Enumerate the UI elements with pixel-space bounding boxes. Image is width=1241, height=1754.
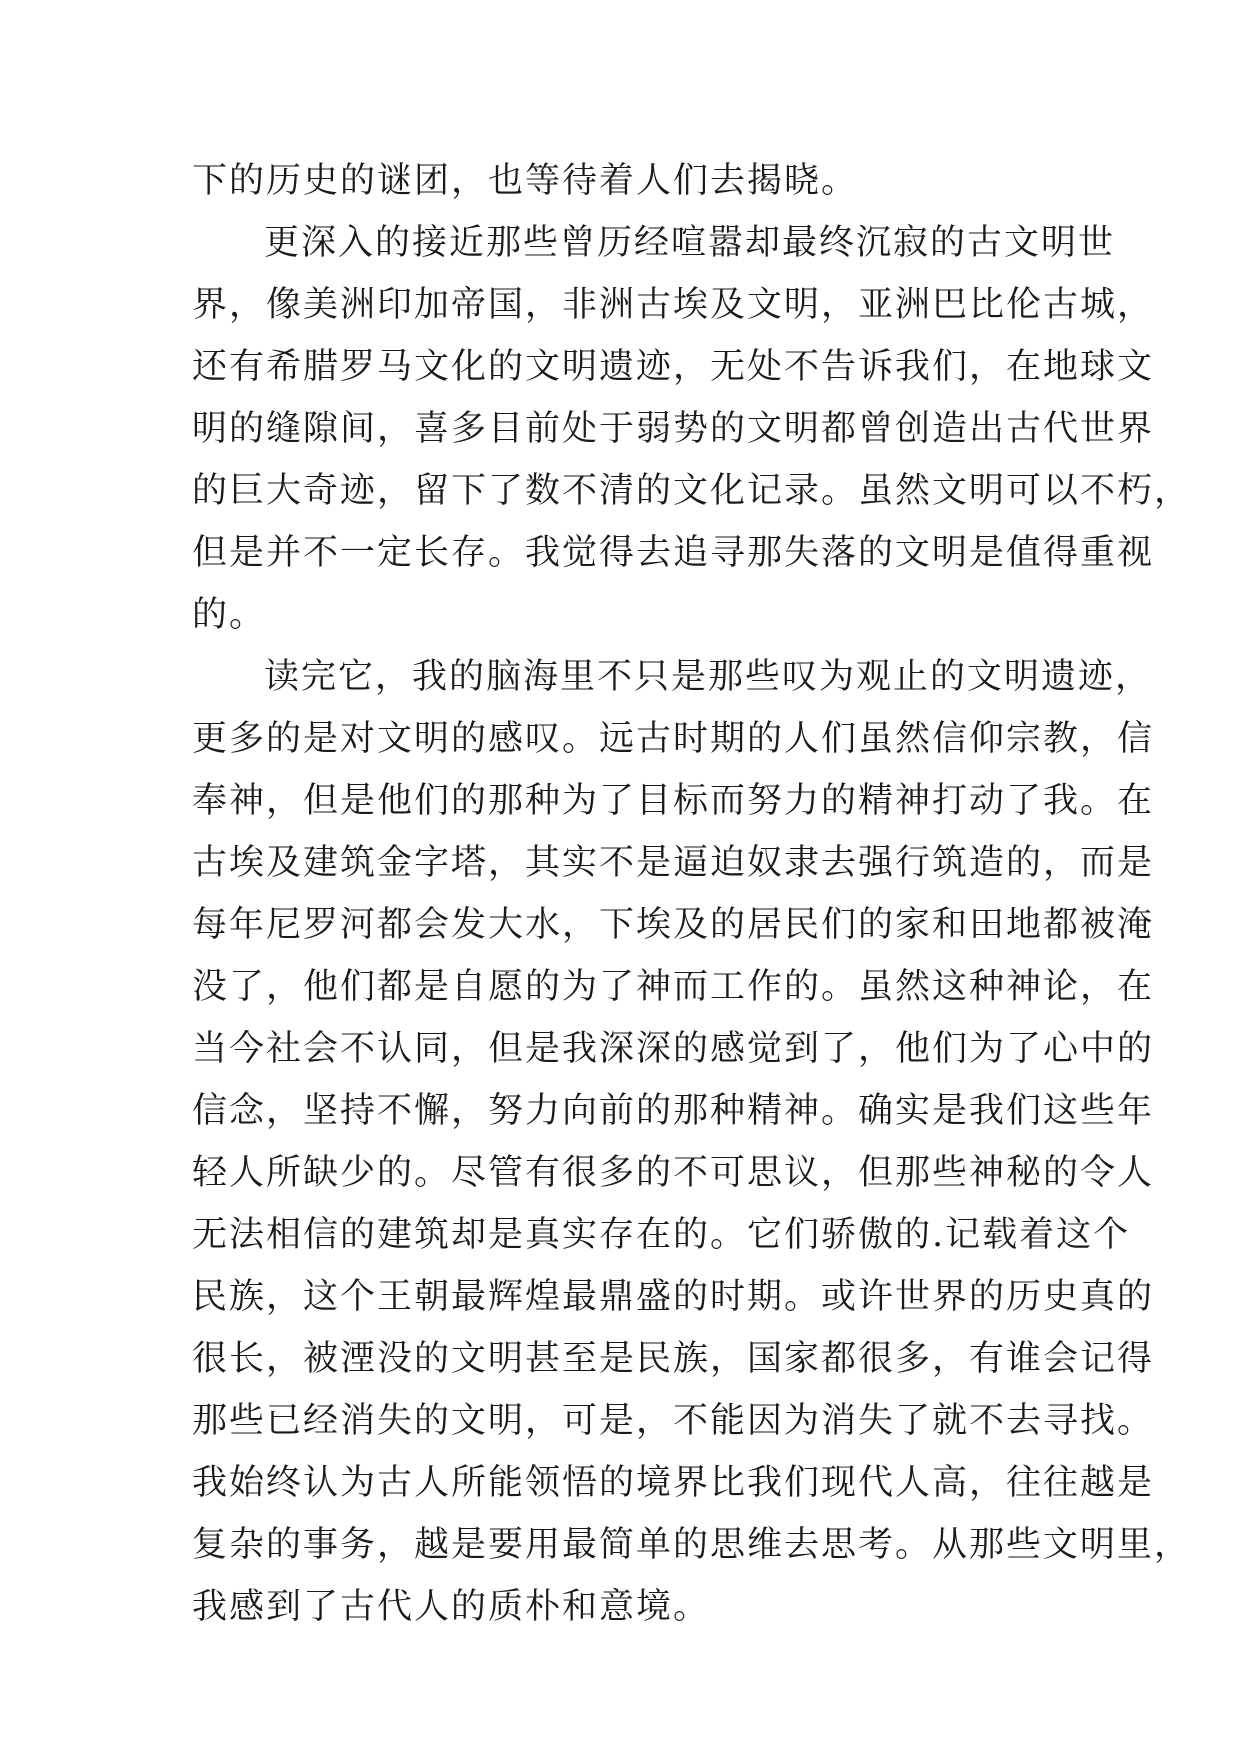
- text-line: 没了，他们都是自愿的为了神而工作的。虽然这种神论，在: [192, 967, 1155, 1007]
- paragraph: [192, 646, 1192, 1638]
- text-line: 很长，被湮没的文明甚至是民族，国家都很多，有谁会记得: [192, 1339, 1155, 1379]
- text-line: 民族，这个王朝最辉煌最鼎盛的时期。或许世界的历史真的: [192, 1277, 1155, 1317]
- text-line: 当今社会不认同，但是我深深的感觉到了，他们为了心中的: [192, 1029, 1155, 1069]
- paragraph: [192, 212, 1192, 646]
- document-body: [192, 150, 1192, 1638]
- text-line: 的巨大奇迹，留下了数不清的文化记录。虽然文明可以不朽，: [192, 471, 1192, 511]
- text-line: 那些已经消失的文明，可是，不能因为消失了就不去寻找。: [192, 1401, 1155, 1441]
- text-line: 下的历史的谜团，也等待着人们去揭晓。: [192, 161, 859, 201]
- text-line: 轻人所缺少的。尽管有很多的不可思议，但那些神秘的令人: [192, 1153, 1155, 1193]
- text-line: 更深入的接近那些曾历经喧嚣却最终沉寂的古文明世: [264, 223, 1116, 263]
- text-line: 古埃及建筑金字塔，其实不是逼迫奴隶去强行筑造的，而是: [192, 843, 1155, 883]
- text-line: 但是并不一定长存。我觉得去追寻那失落的文明是值得重视: [192, 533, 1155, 573]
- text-line: 我感到了古代人的质朴和意境。: [192, 1587, 711, 1627]
- text-line: 明的缝隙间，喜多目前处于弱势的文明都曾创造出古代世界: [192, 409, 1155, 449]
- text-line: 的。: [192, 595, 267, 635]
- text-line: 每年尼罗河都会发大水，下埃及的居民们的家和田地都被淹: [192, 905, 1155, 945]
- text-line: 还有希腊罗马文化的文明遗迹，无处不告诉我们，在地球文: [192, 347, 1155, 387]
- text-line: 无法相信的建筑却是真实存在的。它们骄傲的.记载着这个: [192, 1215, 1131, 1255]
- paragraph: [192, 150, 1072, 212]
- text-line: 更多的是对文明的感叹。远古时期的人们虽然信仰宗教，信: [192, 719, 1155, 759]
- text-line: 信念，坚持不懈，努力向前的那种精神。确实是我们这些年: [192, 1091, 1155, 1131]
- text-line: 复杂的事务，越是要用最简单的思维去思考。从那些文明里，: [192, 1525, 1192, 1565]
- text-line: 读完它，我的脑海里不只是那些叹为观止的文明遗迹，: [264, 657, 1153, 697]
- text-line: 我始终认为古人所能领悟的境界比我们现代人高，往往越是: [192, 1463, 1155, 1503]
- text-line: 界，像美洲印加帝国，非洲古埃及文明，亚洲巴比伦古城，: [192, 285, 1155, 325]
- text-line: 奉神，但是他们的那种为了目标而努力的精神打动了我。在: [192, 781, 1155, 821]
